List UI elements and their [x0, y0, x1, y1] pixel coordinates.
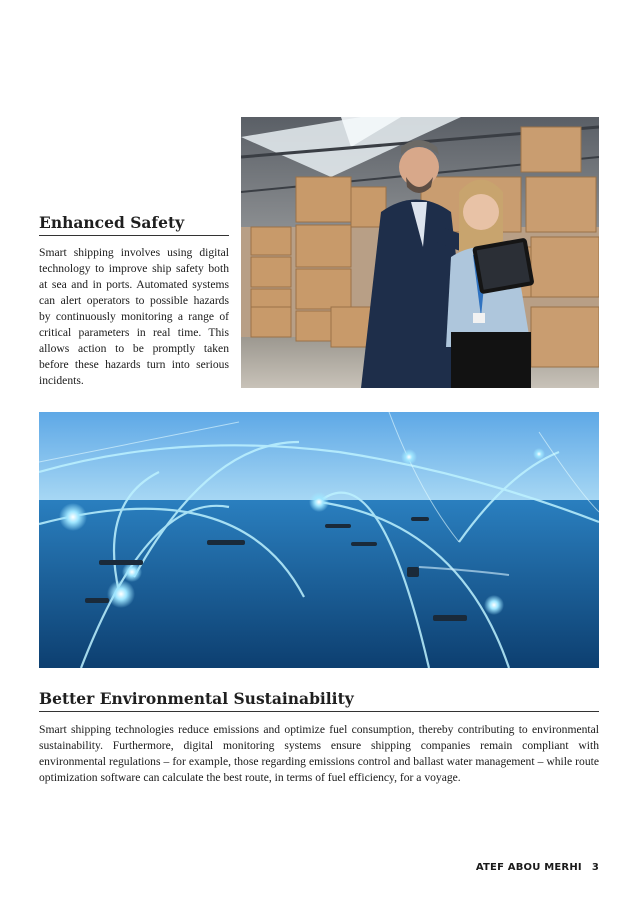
footer-author-name: ATEF ABOU MERHI — [475, 862, 582, 873]
paragraph-enhanced-safety: Smart shipping involves using digital technology to improve ship safety both at sea and in ports. Automated systems can alert operators to possible hazards by continuously monitoring a range of critical parameters in real time. This allows action to be promptly taken before these hazards turn into serious incidents. — [39, 246, 229, 387]
page-number: 3 — [591, 862, 599, 873]
warehouse-workers-photo — [241, 117, 599, 388]
heading-enhanced-safety: Enhanced Safety — [39, 213, 229, 236]
paragraph-environmental-sustainability: Smart shipping technologies reduce emissions and optimize fuel consumption, thereby contributing to environmental sustainability. Furthermore, digital monitoring systems ensure shipping companies remain compliant with environmental regulations – for example, those regarding emissions control and ballast water management – while route optimization software can calculate the best route, in terms of fuel efficiency, for a voyage. — [39, 723, 599, 784]
smart-shipping-sea-photo — [39, 412, 599, 668]
page-footer — [476, 862, 599, 873]
heading-environmental-sustainability: Better Environmental Sustainability — [39, 689, 599, 712]
